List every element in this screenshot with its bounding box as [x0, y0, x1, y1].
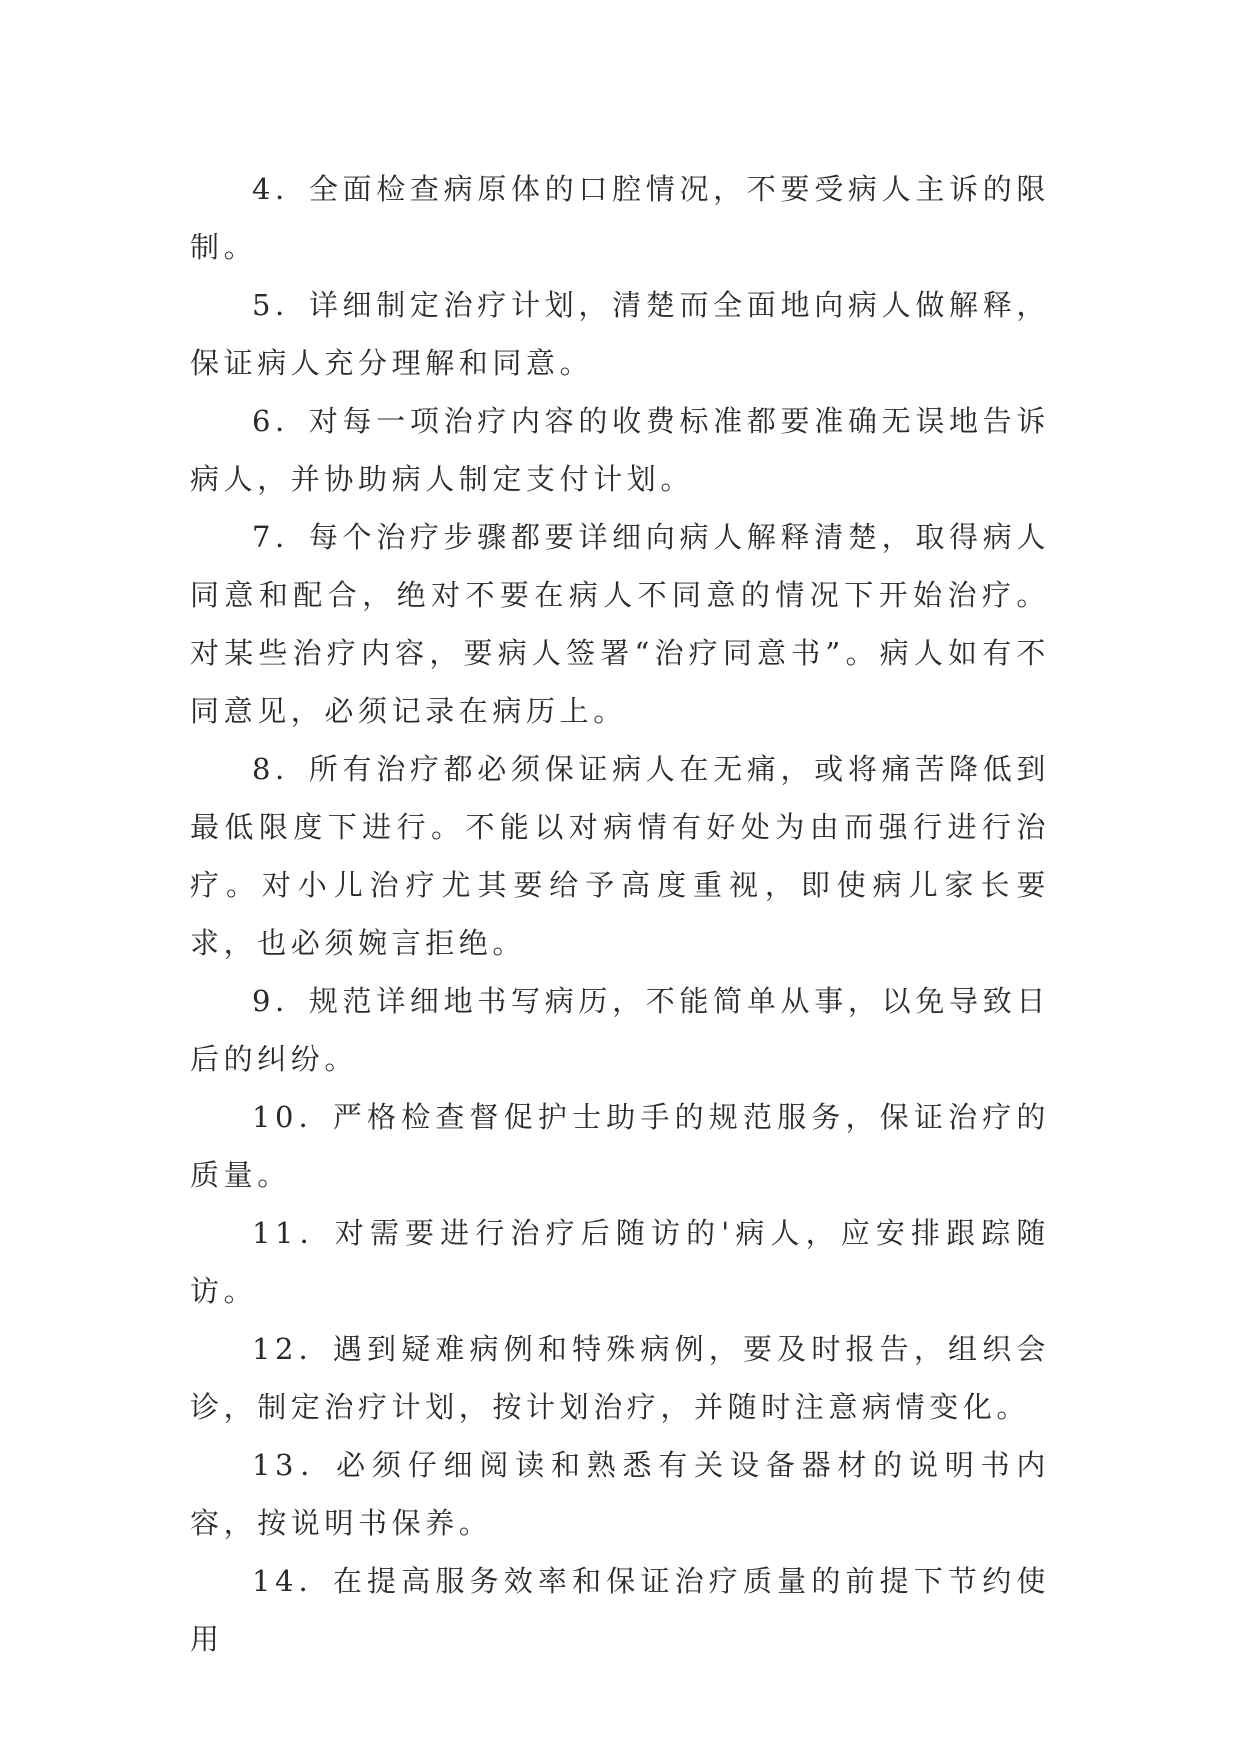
paragraph-item-6: 6．对每一项治疗内容的收费标准都要准确无误地告诉病人，并协助病人制定支付计划。 — [190, 404, 1050, 496]
paragraph-item-9: 9．规范详细地书写病历，不能简单从事，以免导致日后的纠纷。 — [190, 984, 1050, 1076]
paragraph-item-13: 13．必须仔细阅读和熟悉有关设备器材的说明书内容，按说明书保养。 — [190, 1448, 1050, 1540]
paragraph-item-11: 11．对需要进行治疗后随访的'病人，应安排跟踪随访。 — [190, 1216, 1050, 1308]
paragraph-item-7: 7．每个治疗步骤都要详细向病人解释清楚，取得病人同意和配合，绝对不要在病人不同意的情况下开始治疗。对某些治疗内容，要病人签署“治疗同意书”。病人如有不同意见，必须记录在病历上。 — [190, 520, 1050, 728]
document-body — [190, 160, 1050, 1668]
paragraph-item-8: 8．所有治疗都必须保证病人在无痛，或将痛苦降低到最低限度下进行。不能以对病情有好处为由而强行进行治疗。对小儿治疗尤其要给予高度重视，即使病儿家长要求，也必须婉言拒绝。 — [190, 752, 1050, 960]
paragraph-item-4: 4．全面检查病原体的口腔情况，不要受病人主诉的限制。 — [190, 172, 1050, 264]
paragraph-item-12: 12．遇到疑难病例和特殊病例，要及时报告，组织会诊，制定治疗计划，按计划治疗，并随时注意病情变化。 — [190, 1332, 1050, 1424]
paragraph-item-14: 14．在提高服务效率和保证治疗质量的前提下节约使用 — [190, 1564, 1050, 1656]
paragraph-item-5: 5．详细制定治疗计划，清楚而全面地向病人做解释，保证病人充分理解和同意。 — [190, 288, 1050, 380]
paragraph-item-10: 10．严格检查督促护士助手的规范服务，保证治疗的质量。 — [190, 1100, 1050, 1192]
